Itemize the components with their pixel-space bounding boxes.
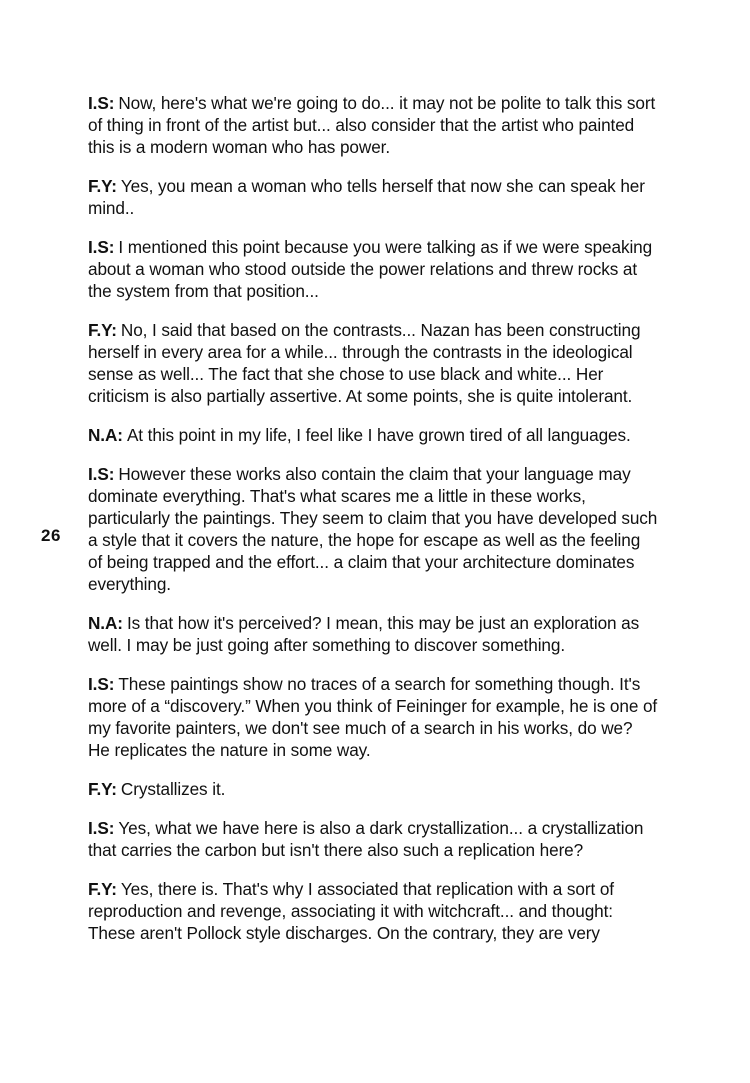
speaker-label: I.S:: [88, 674, 115, 694]
paragraph-text: At this point in my life, I feel like I have grown tired of all languages.: [126, 425, 631, 445]
transcript-paragraph: [88, 424, 658, 446]
paragraph-text: Yes, you mean a woman who tells herself that now she can speak her mind..: [88, 176, 645, 218]
paragraph-text: Is that how it's perceived? I mean, this may be just an exploration as well. I may be just going after something to discover something.: [88, 613, 640, 655]
paragraph-text: Now, here's what we're going to do... it may not be polite to talk this sort of thing in front of the artist but... also consider that the artist who painted this is a modern woman who has power.: [88, 93, 656, 157]
paragraph-text: Yes, what we have here is also a dark crystallization... a crystallization that carries the carbon but isn't there also such a replication here?: [88, 818, 644, 860]
transcript-paragraph: [88, 92, 658, 158]
interview-transcript: [88, 92, 658, 961]
page-number: 26: [41, 526, 61, 545]
speaker-label: I.S:: [88, 818, 115, 838]
speaker-label: N.A:: [88, 425, 123, 445]
paragraph-text: These paintings show no traces of a search for something though. It's more of a “discovery.” When you think of Feininger for example, he is one of my favorite painters, we don't see much of a search in his works, do we? He replicates the nature in some way.: [88, 674, 658, 760]
paragraph-text: I mentioned this point because you were talking as if we were speaking about a woman who stood outside the power relations and threw rocks at the system from that position...: [88, 237, 653, 301]
paragraph-text: However these works also contain the claim that your language may dominate everything. That's what scares me a little in these works, particularly the paintings. They seem to claim that you have developed such a style that it covers the nature, the hope for escape as well as the feeling of being trapped and the effort... a claim that your architecture dominates everything.: [88, 464, 658, 594]
paragraph-text: No, I said that based on the contrasts... Nazan has been constructing herself in every area for a while... through the contrasts in the ideological sense as well... The fact that she chose to use black and white... Her criticism is also partially assertive. At some points, she is quite intolerant.: [88, 320, 641, 406]
speaker-label: F.Y:: [88, 176, 117, 196]
transcript-paragraph: [88, 778, 658, 800]
transcript-paragraph: [88, 236, 658, 302]
transcript-paragraph: [88, 319, 658, 407]
transcript-paragraph: [88, 878, 658, 944]
transcript-paragraph: [88, 673, 658, 761]
transcript-paragraph: [88, 817, 658, 861]
transcript-paragraph: [88, 612, 658, 656]
paragraph-text: Yes, there is. That's why I associated that replication with a sort of reproduction and revenge, associating it with witchcraft... and thought: These aren't Pollock style discharges. On the contrary, they are very: [88, 879, 614, 943]
speaker-label: I.S:: [88, 464, 115, 484]
transcript-paragraph: [88, 175, 658, 219]
transcript-paragraph: [88, 463, 658, 595]
speaker-label: I.S:: [88, 237, 115, 257]
speaker-label: F.Y:: [88, 879, 117, 899]
speaker-label: F.Y:: [88, 320, 117, 340]
speaker-label: N.A:: [88, 613, 123, 633]
speaker-label: F.Y:: [88, 779, 117, 799]
speaker-label: I.S:: [88, 93, 115, 113]
paragraph-text: Crystallizes it.: [120, 779, 226, 799]
